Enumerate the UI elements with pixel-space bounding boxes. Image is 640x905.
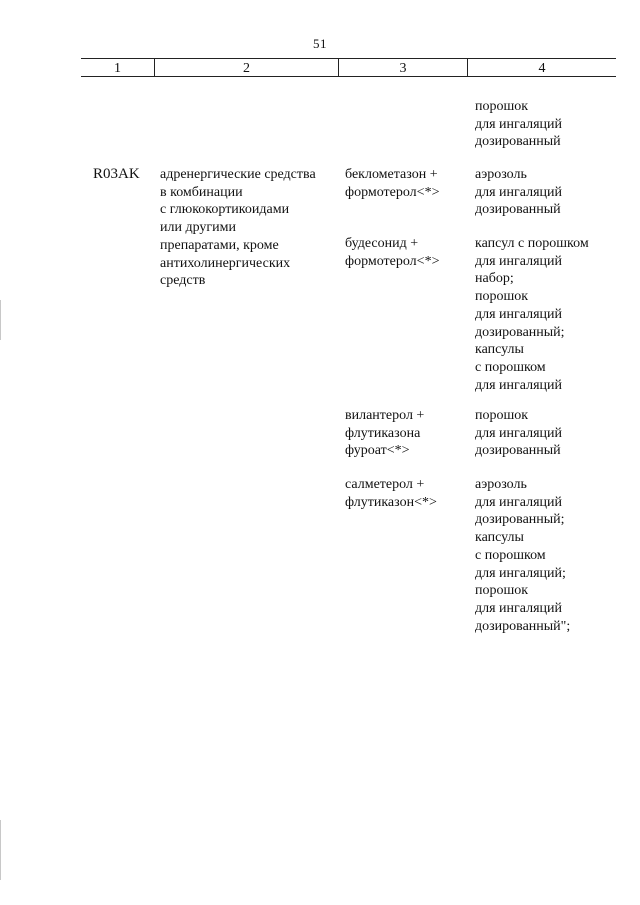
scan-edge-mark [0, 300, 1, 340]
dosage-form: порошок для ингаляций дозированный [475, 408, 563, 459]
drug-name: вилантерол + флутиказона фуроат<*> [345, 408, 425, 459]
dosage-form: капсул с порошком для ингаляций набор; порошок для ингаляций дозированный; капсулы с порошком для ингаляций [475, 236, 589, 393]
column-header-2: 2 [243, 61, 250, 76]
table-top-rule [81, 58, 616, 59]
drug-name: будесонид + формотерол<*> [345, 236, 440, 269]
scan-edge-mark [0, 820, 1, 880]
atc-code: R03AK [93, 166, 140, 182]
dosage-form: аэрозоль для ингаляций дозированный [475, 167, 563, 218]
drug-name: беклометазон + формотерол<*> [345, 167, 440, 200]
drug-name: салметерол + флутиказон<*> [345, 477, 437, 510]
column-header-3: 3 [399, 61, 407, 76]
atc-group-name: адренергические средства в комбинации с глюкокортикоидами или другими препаратами, кроме антихолинергических средств [160, 167, 316, 289]
continued-dosage-form: порошок для ингаляций дозированный [475, 99, 563, 150]
column-header-1: 1 [114, 61, 121, 76]
column-header-4: 4 [538, 61, 546, 76]
dosage-form: аэрозоль для ингаляций дозированный; капсулы с порошком для ингаляций; порошок для ингаляций дозированный"; [475, 477, 571, 634]
page-number: 51 [313, 36, 327, 51]
